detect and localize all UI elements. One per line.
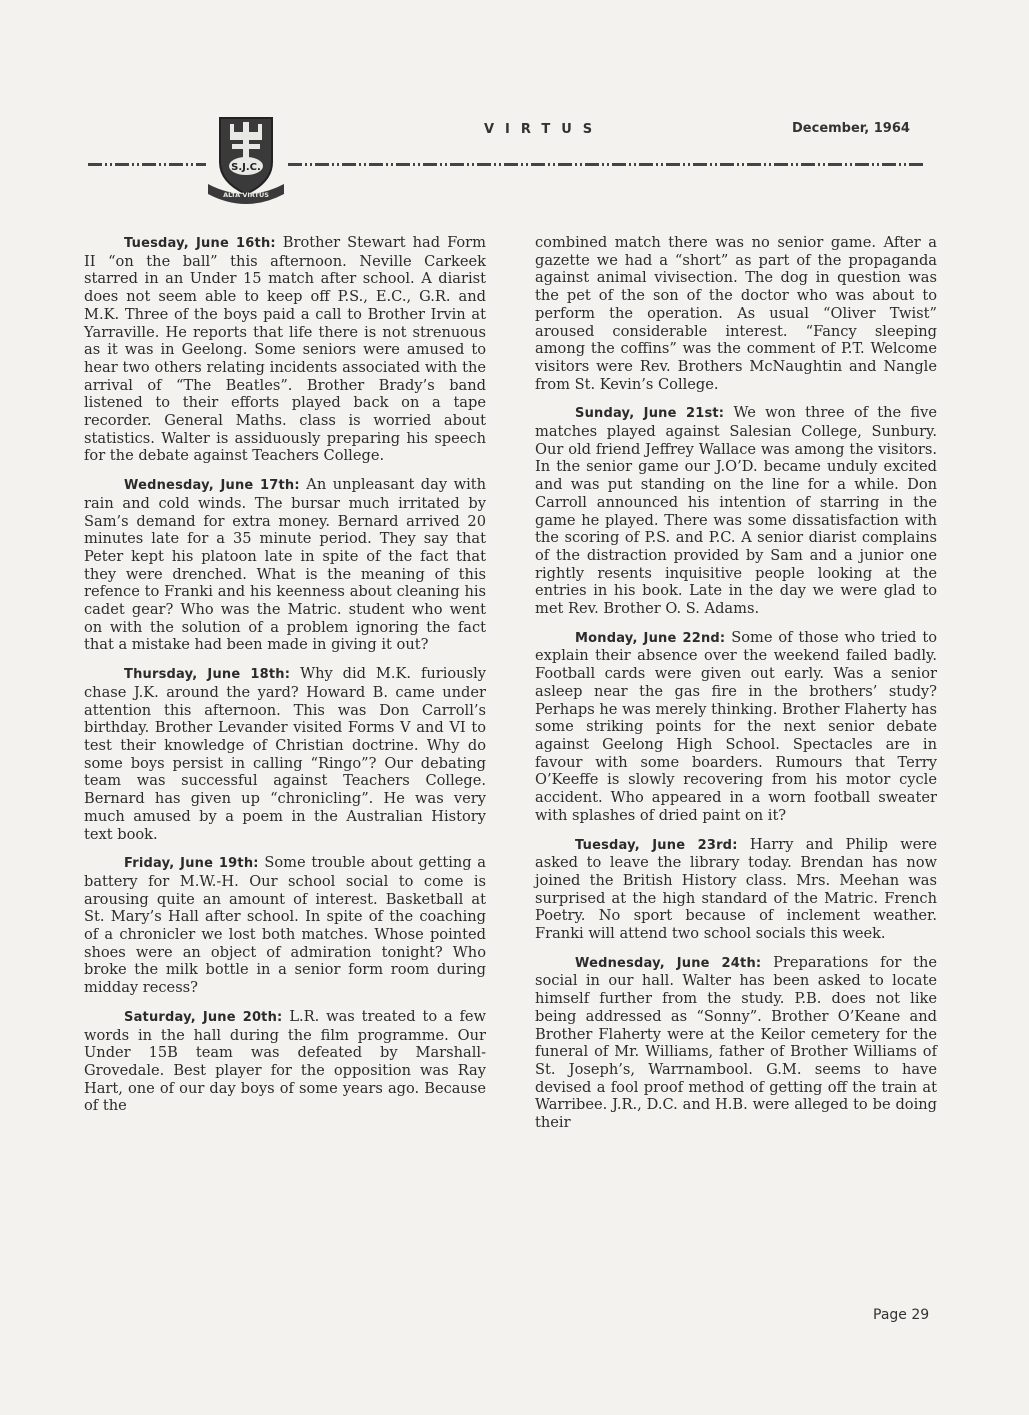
diary-entry: [535, 954, 937, 1132]
left-column: [84, 234, 486, 1126]
svg-text:ALTA VIRTUS: ALTA VIRTUS: [223, 191, 269, 199]
entry-date: Friday, June 19th:: [124, 856, 259, 872]
right-column: [535, 234, 937, 1143]
issue-date: December, 1964: [792, 121, 910, 136]
entry-text: An unpleasant day with rain and cold winds. The bursar much irritated by Sam’s demand for extra money. Bernard arrived 20 minutes late for a 35 minute period. They say that Peter kept his platoon late in spite of the fact that they were drenched. What is the meaning of this refence to Franki and his keenness about cleaning his cadet gear? Who was the Matric. student who went on with the solution of a problem ignoring the fact that a mistake had been made in giving it out?: [84, 476, 486, 654]
school-crest-logo: [206, 110, 286, 206]
entry-text: Brother Stewart had Form II “on the ball” this afternoon. Neville Carkeek starred in an Under 15 match after school. A diarist does not seem able to keep off P.S., E.C., G.R. and M.K. Three of the boys paid a call to Brother Irvin at Yarraville. He reports that life there is not strenuous as it was in Geelong. Some seniors were amused to hear two others relating incidents associated with the arrival of “The Beatles”. Brother Brady’s band listened to their efforts played back on a tape recorder. General Maths. class is worried about statistics. Walter is assiduously preparing his speech for the debate against Teachers College.: [84, 234, 486, 465]
entry-text: L.R. was treated to a few words in the hall during the film programme. Our Under 15B team was defeated by Marshall-Grovedale. Best player for the opposition was Ray Hart, one of our day boys of some years ago. Because of the: [84, 1007, 487, 1115]
entry-text: Why did M.K. furiously chase J.K. around the yard? Howard B. came under attention this afternoon. This was Don Carroll’s birthday. Brother Levander visited Forms V and VI to test their knowledge of Christian doctrine. Why do some boys persist in calling “Ringo”? Our debating team was successful against Teachers College. Bernard has given up “chronicling”. He was very much amused by a poem in the Australian History text book.: [84, 665, 486, 843]
diary-entry: [84, 854, 486, 997]
entry-text: combined match there was no senior game. After a gazette we had a “short” as part of the propaganda against animal vivisection. The dog in question was the pet of the son of the doctor who was about to perform the operation. As usual “Oliver Twist” aroused considerable interest. “Fancy sleeping among the coffins” was the comment of P.T. Welcome visitors were Rev. Brothers McNaughtin and Nangle from St. Kevin’s College.: [535, 234, 937, 393]
entry-text: We won three of the five matches played against Salesian College, Sunbury. Our old friend Jeffrey Wallace was among the visitors. In the senior game our J.O’D. became unduly excited and was put standing on the line for a while. Don Carroll announced his intention of starring in the game he played. There was some dissatisfaction with the scoring of P.S. and P.C. A senior diarist complains of the distraction provided by Sam and a junior one rightly resents inquisitive people looking at the entries in his book. Late in the day we were glad to met Rev. Brother O. S. Adams.: [535, 404, 937, 618]
entry-text: Some of those who tried to explain their absence over the weekend failed badly. Football cards were given out early. Was a senior asleep near the gas fire in the brothers’ study? Perhaps he was merely thinking. Brother Flaherty has some striking points for the next senior debate against Geelong High School. Spectacles are in favour with some boarders. Rumours that Terry O’Keeffe is slowly recovering from his motor cycle accident. Who appeared in a worn football sweater with splashes of dried paint on it?: [535, 628, 938, 824]
entry-text: Harry and Philip were asked to leave the library today. Brendan has now joined the British History class. Mrs. Meehan was surprised at the high standard of the Matric. French Poetry. No sport because of inclement weather. Franki will attend two school socials this week.: [535, 835, 937, 943]
entry-date: Saturday, June 20th:: [124, 1009, 283, 1025]
entry-date: Thursday, June 18th:: [124, 667, 291, 683]
diary-entry-continued: [535, 234, 937, 393]
diary-entry: [535, 404, 937, 617]
diary-entry: [84, 665, 486, 843]
entry-text: Some trouble about getting a battery for M.W.-H. Our school social to come is arousing quite an amount of interest. Basketball at St. Mary’s Hall after school. In spite of the coaching of a chronicler we lost both matches. Whose pointed shoes were an object of admiration tonight? Who broke the milk bottle in a senior form room during midday recess?: [84, 854, 487, 997]
entry-date: Tuesday, June 16th:: [124, 236, 276, 251]
diary-entry: [84, 234, 486, 465]
entry-text: Preparations for the social in our hall. Walter has been asked to locate himself further from the study. P.B. does not like being addressed as “Sonny”. Brother O’Keane and Brother Flaherty were at the Keilor cemetery for the funeral of Mr. Williams, father of Brother Williams of St. Joseph’s, Warrnambool. G.M. seems to have devised a fool proof method of getting off the train at Warribee. J.R., D.C. and H.B. were alleged to be doing their: [535, 953, 937, 1132]
entry-date: Wednesday, June 17th:: [124, 478, 300, 494]
entry-date: Sunday, June 21st:: [575, 406, 725, 422]
diary-entry: [535, 836, 937, 943]
entry-date: Wednesday, June 24th:: [575, 955, 762, 971]
svg-text:S.J.C.: S.J.C.: [231, 162, 261, 173]
entry-date: Tuesday, June 23rd:: [575, 837, 738, 853]
diary-entry: [84, 476, 486, 654]
entry-date: Monday, June 22nd:: [575, 630, 726, 646]
journal-title: VIRTUS: [484, 122, 604, 137]
header-rule-right: [288, 163, 924, 166]
diary-entry: [84, 1008, 486, 1115]
masthead: [0, 0, 1029, 220]
header-rule-left: [88, 163, 206, 166]
diary-entry: [535, 629, 937, 825]
page-number: Page 29: [873, 1307, 930, 1323]
